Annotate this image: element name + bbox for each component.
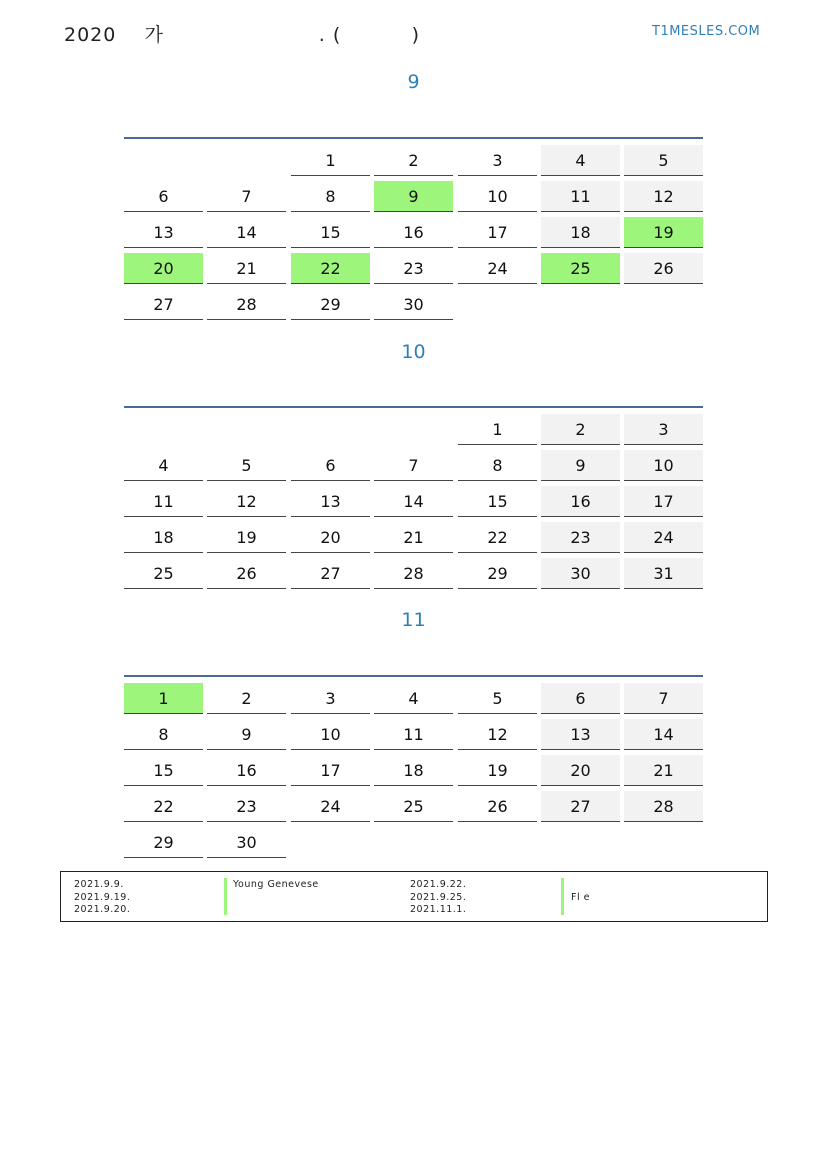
day-cell: 8: [124, 719, 203, 750]
day-cell: 21: [624, 755, 703, 786]
day-cell: 23: [541, 522, 620, 553]
day-cell: 2: [541, 414, 620, 445]
day-cell: 19: [458, 755, 537, 786]
day-cell: 24: [458, 253, 537, 284]
day-cell: 16: [207, 755, 286, 786]
day-cell: 27: [291, 558, 370, 589]
day-cell: 20: [291, 522, 370, 553]
day-cell: 6: [291, 450, 370, 481]
day-cell: 23: [374, 253, 453, 284]
legend-color-bar: [224, 878, 227, 915]
legend-name: [571, 879, 590, 892]
day-cell: 17: [291, 755, 370, 786]
day-cell: 7: [624, 683, 703, 714]
holiday-cell: 25: [541, 253, 620, 284]
day-cell: 26: [207, 558, 286, 589]
legend-dates-right: [410, 879, 466, 917]
day-cell: 30: [207, 827, 286, 858]
legend-date: 2021.9.22.: [410, 879, 467, 890]
day-cell: 25: [374, 791, 453, 822]
day-cell: 15: [291, 217, 370, 248]
day-cell: 10: [458, 181, 537, 212]
day-cell: 27: [124, 289, 203, 320]
day-cell: 10: [624, 450, 703, 481]
legend-name: [233, 892, 319, 905]
day-cell: 22: [458, 522, 537, 553]
day-cell: 11: [541, 181, 620, 212]
day-cell: 28: [207, 289, 286, 320]
day-cell: 10: [291, 719, 370, 750]
day-cell: 18: [374, 755, 453, 786]
day-cell: 8: [458, 450, 537, 481]
day-cell: 5: [624, 145, 703, 176]
day-cell: 9: [541, 450, 620, 481]
day-cell: 18: [541, 217, 620, 248]
legend-date: 2021.9.20.: [74, 904, 131, 915]
day-cell: 12: [624, 181, 703, 212]
day-cell: 25: [124, 558, 203, 589]
day-cell: 26: [624, 253, 703, 284]
legend-date: 2021.9.9.: [74, 879, 124, 890]
month-title: 9: [407, 71, 420, 93]
day-cell: 7: [207, 181, 286, 212]
legend-date: 2021.9.19.: [74, 891, 131, 903]
holiday-legend: [60, 871, 768, 922]
day-cell: 16: [374, 217, 453, 248]
legend-names-left: [233, 879, 319, 917]
legend-names-right: [571, 879, 590, 917]
day-cell: 31: [624, 558, 703, 589]
day-cell: 13: [291, 486, 370, 517]
day-cell: 17: [458, 217, 537, 248]
day-cell: 19: [207, 522, 286, 553]
day-cell: 2: [207, 683, 286, 714]
month-grid: [124, 675, 703, 861]
month-grid: [124, 137, 703, 323]
holiday-cell: 1: [124, 683, 203, 714]
day-cell: 17: [624, 486, 703, 517]
day-cell: 14: [624, 719, 703, 750]
day-cell: 29: [291, 289, 370, 320]
day-cell: 11: [124, 486, 203, 517]
holiday-cell: 22: [291, 253, 370, 284]
day-cell: 27: [541, 791, 620, 822]
legend-name: [571, 904, 590, 917]
month-grid: [124, 406, 703, 592]
legend-dates-left: [74, 879, 130, 917]
day-cell: 13: [541, 719, 620, 750]
month-title: 11: [401, 609, 426, 631]
day-cell: 8: [291, 181, 370, 212]
holiday-cell: 20: [124, 253, 203, 284]
day-cell: 24: [291, 791, 370, 822]
day-cell: 3: [624, 414, 703, 445]
day-cell: 14: [207, 217, 286, 248]
day-cell: 6: [541, 683, 620, 714]
day-cell: 2: [374, 145, 453, 176]
month-title: 10: [401, 341, 426, 363]
day-cell: 28: [374, 558, 453, 589]
legend-name: [233, 904, 319, 917]
day-cell: 30: [374, 289, 453, 320]
day-cell: 15: [124, 755, 203, 786]
day-cell: 4: [124, 450, 203, 481]
day-cell: 20: [541, 755, 620, 786]
day-cell: 28: [624, 791, 703, 822]
day-cell: 14: [374, 486, 453, 517]
holiday-cell: 19: [624, 217, 703, 248]
day-cell: 4: [541, 145, 620, 176]
day-cell: 12: [458, 719, 537, 750]
day-cell: 26: [458, 791, 537, 822]
day-cell: 1: [291, 145, 370, 176]
site-link[interactable]: T1MESLES.COM: [652, 24, 761, 39]
day-cell: 5: [458, 683, 537, 714]
day-cell: 1: [458, 414, 537, 445]
day-cell: 13: [124, 217, 203, 248]
day-cell: 3: [291, 683, 370, 714]
day-cell: 29: [458, 558, 537, 589]
day-cell: 18: [124, 522, 203, 553]
legend-date: 2021.9.25.: [410, 891, 467, 903]
day-cell: 9: [207, 719, 286, 750]
day-cell: 11: [374, 719, 453, 750]
day-cell: 29: [124, 827, 203, 858]
day-cell: 4: [374, 683, 453, 714]
day-cell: 24: [624, 522, 703, 553]
day-cell: 12: [207, 486, 286, 517]
day-cell: 3: [458, 145, 537, 176]
day-cell: 23: [207, 791, 286, 822]
day-cell: 7: [374, 450, 453, 481]
holiday-cell: 9: [374, 181, 453, 212]
day-cell: 5: [207, 450, 286, 481]
legend-name: Fl e: [571, 891, 590, 903]
day-cell: 21: [374, 522, 453, 553]
day-cell: 22: [124, 791, 203, 822]
day-cell: 16: [541, 486, 620, 517]
day-cell: 6: [124, 181, 203, 212]
legend-name: Young Genevese: [233, 879, 319, 890]
day-cell: 30: [541, 558, 620, 589]
legend-color-bar: [561, 878, 564, 915]
day-cell: 21: [207, 253, 286, 284]
legend-date: 2021.11.1.: [410, 904, 467, 915]
day-cell: 15: [458, 486, 537, 517]
page-title: 2020 가 . ( ): [64, 24, 421, 46]
